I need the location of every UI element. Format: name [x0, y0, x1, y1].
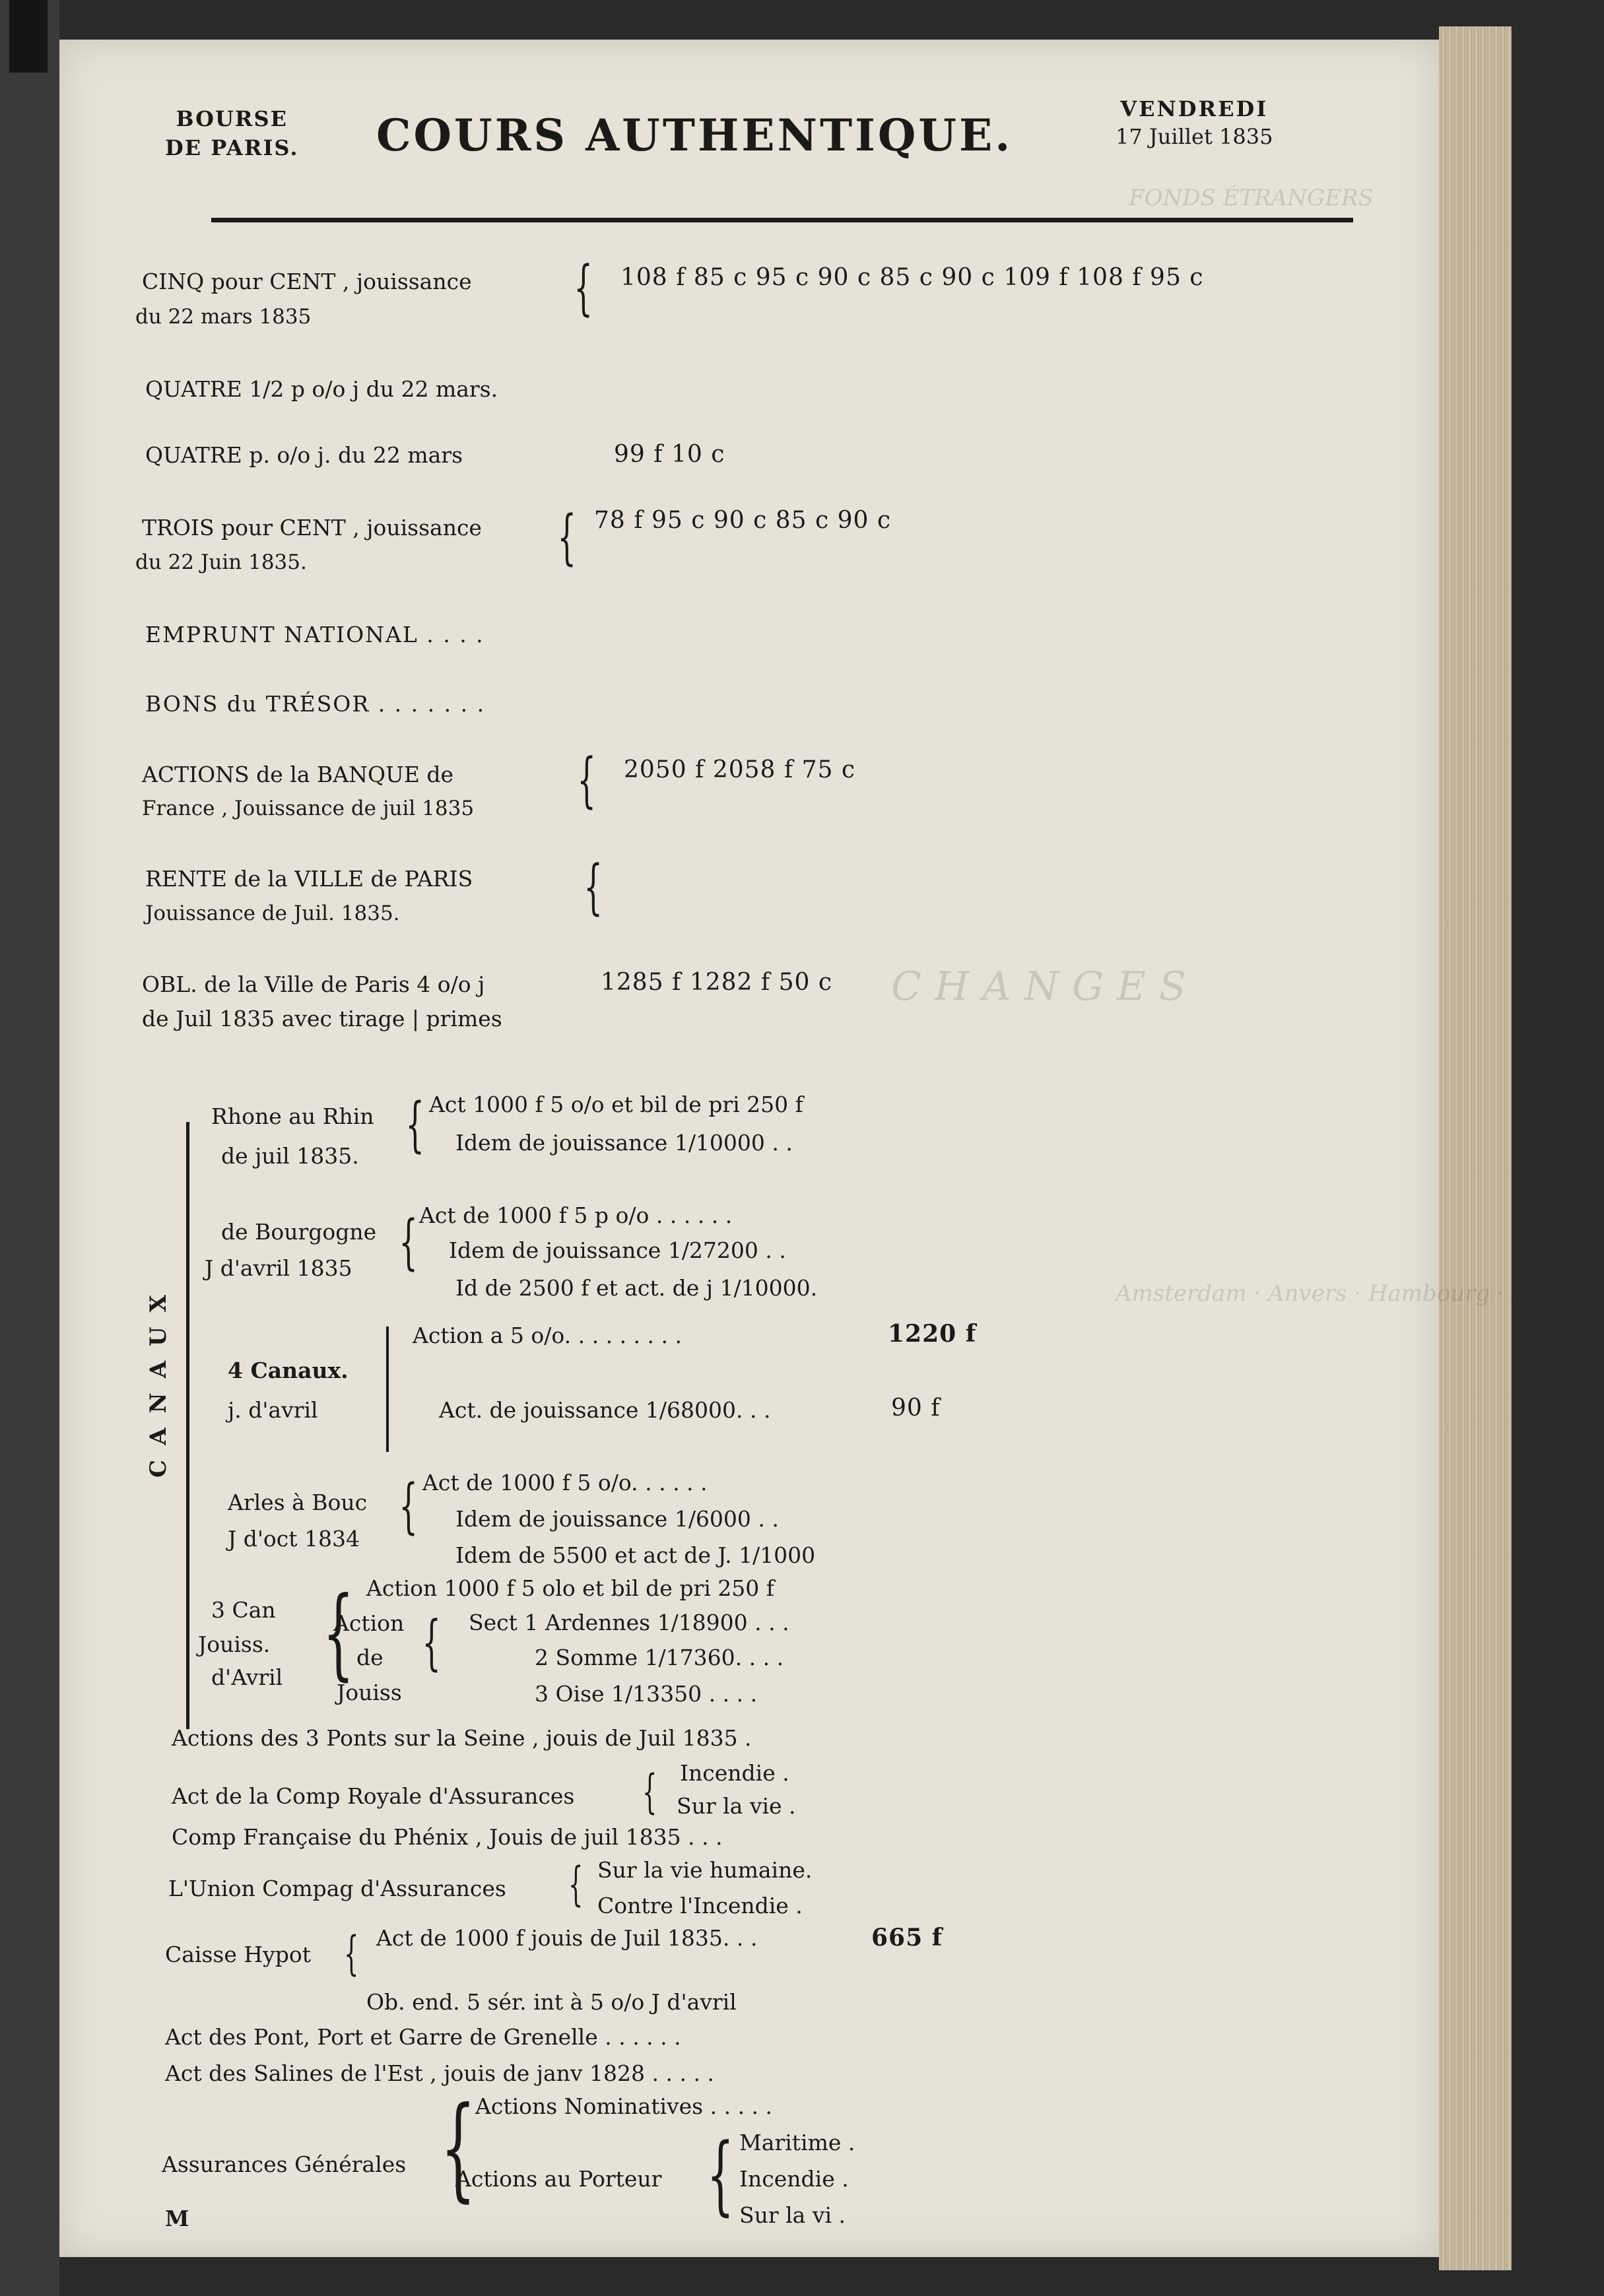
trois-canaux-line-3: 3 Oise 1/13350 . . . .	[535, 1681, 758, 1707]
brace: {	[440, 2083, 477, 2214]
union-label: L'Union Compag d'Assurances	[168, 1876, 506, 1901]
date: 17 Juillet 1835	[1116, 124, 1273, 149]
canaux-side-label: CANAUX	[145, 1280, 172, 1478]
masthead-left	[165, 104, 299, 162]
brace: {	[399, 1472, 418, 1541]
emprunt-national: EMPRUNT NATIONAL . . . .	[145, 622, 485, 647]
page-header	[99, 92, 1353, 211]
show-through-text: Amsterdam · Anvers · Hambourg · Londres	[1116, 1280, 1604, 1307]
caisse-hypot-label: Caisse Hypot	[165, 1942, 312, 1967]
quatre-canaux-bracket	[386, 1327, 389, 1452]
bons-du-tresor: BONS du TRÉSOR . . . . . . .	[145, 691, 486, 717]
caisse-hypot-line-2: Ob. end. 5 sér. int à 5 o/o J d'avril	[366, 1989, 737, 2015]
salines-est: Act des Salines de l'Est , jouis de janv 1828 . . . . .	[165, 2060, 714, 2086]
rhone-rhin-line-1: Act 1000 f 5 o/o et bil de pri 250 f	[429, 1092, 803, 1117]
scan-border-strip	[9, 0, 48, 73]
rhone-rhin-date: de juil 1835.	[221, 1143, 359, 1169]
obligations-paris-sub: de Juil 1835 avec tirage | primes	[142, 1006, 502, 1032]
brace: {	[642, 1765, 657, 1819]
cinq-pour-cent-quotes: 108 f 85 c 95 c 90 c 85 c 90 c 109 f 108 f 95 c	[620, 264, 1204, 291]
arles-bouc-line-2: Idem de jouissance 1/6000 . .	[455, 1506, 779, 1532]
bourgogne-date: J d'avril 1835	[205, 1255, 352, 1281]
trois-canaux-name: 3 Can	[211, 1597, 276, 1623]
assurances-generales-label: Assurances Générales	[162, 2151, 407, 2177]
comp-royale-label: Act de la Comp Royale d'Assurances	[172, 1783, 575, 1809]
trois-ponts-seine: Actions des 3 Ponts sur la Seine , jouis de Juil 1835 .	[172, 1725, 752, 1751]
brace: {	[574, 253, 593, 323]
masthead-bourse: BOURSE	[176, 106, 288, 131]
trois-canaux-date: d'Avril	[211, 1664, 283, 1690]
canaux-bracket	[186, 1122, 189, 1729]
comp-royale-vie: Sur la vie .	[677, 1793, 796, 1819]
union-incendie: Contre l'Incendie .	[597, 1893, 803, 1919]
brace: {	[344, 1926, 359, 1981]
quatre-canaux-line-1: Action a 5 o/o. . . . . . . . .	[413, 1323, 682, 1348]
arles-bouc-line-3: Idem de 5500 et act de J. 1/1000	[455, 1542, 816, 1568]
grenelle: Act des Pont, Port et Garre de Grenelle . . . . . .	[165, 2024, 681, 2050]
quatre-canaux-line-2: Act. de jouissance 1/68000. . .	[439, 1397, 771, 1423]
quatre-demi-label: QUATRE 1/2 p o/o j du 22 mars.	[145, 376, 498, 402]
quatre-canaux-name: 4 Canaux.	[228, 1358, 349, 1383]
rente-ville-paris-date: Jouissance de Juil. 1835.	[145, 902, 400, 925]
caisse-hypot-line-1: Act de 1000 f jouis de Juil 1835. . .	[376, 1925, 758, 1951]
quatre-canaux-date: j. d'avril	[228, 1397, 318, 1423]
brace: {	[405, 1090, 424, 1160]
brace: {	[399, 1208, 418, 1277]
bourgogne-line-3: Id de 2500 f et act. de j 1/10000.	[455, 1275, 818, 1301]
assurances-maritime: Maritime .	[739, 2130, 855, 2155]
obligations-paris-label: OBL. de la Ville de Paris 4 o/o j	[142, 971, 485, 997]
quatre-canaux-quote-1: 1220 f	[888, 1320, 977, 1348]
obligations-paris-quotes: 1285 f 1282 f 50 c	[601, 969, 833, 996]
cinq-pour-cent-label: CINQ pour CENT , jouissance	[142, 269, 472, 294]
bourgogne-line-2: Idem de jouissance 1/27200 . .	[449, 1237, 786, 1263]
brace: {	[577, 746, 596, 815]
assurances-incendie: Incendie .	[739, 2166, 849, 2192]
assurances-porteur: Actions au Porteur	[455, 2166, 662, 2192]
header-rule	[211, 218, 1353, 222]
trois-canaux-sub-1: Action	[333, 1610, 405, 1636]
trois-pour-cent-label: TROIS pour CENT , jouissance	[142, 515, 482, 541]
show-through-text: FONDS ÉTRANGERS	[1129, 185, 1374, 211]
trois-pour-cent-date: du 22 Juin 1835.	[135, 550, 307, 574]
rhone-rhin-name: Rhone au Rhin	[211, 1103, 374, 1129]
trois-canaux-line-1: Sect 1 Ardennes 1/18900 . . .	[469, 1610, 789, 1635]
brace: {	[584, 853, 603, 922]
bourgogne-line-1: Act de 1000 f 5 p o/o . . . . . .	[419, 1202, 733, 1228]
quatre-quotes: 99 f 10 c	[614, 441, 725, 468]
banque-label: ACTIONS de la BANQUE de	[142, 762, 454, 787]
trois-canaux-sub-3: Jouiss	[337, 1680, 402, 1705]
brace: {	[568, 1857, 584, 1911]
trois-canaux-line-2: 2 Somme 1/17360. . . .	[535, 1645, 784, 1670]
cinq-pour-cent-date: du 22 mars 1835	[135, 305, 312, 329]
union-vie: Sur la vie humaine.	[597, 1857, 813, 1883]
trois-canaux-jouiss: Jouiss.	[198, 1631, 271, 1657]
book-page-edges	[1439, 26, 1512, 2270]
trois-canaux-sub-2: de	[356, 1645, 384, 1670]
rente-ville-paris-label: RENTE de la VILLE de PARIS	[145, 866, 473, 892]
masthead-date	[1116, 95, 1273, 150]
rhone-rhin-line-2: Idem de jouissance 1/10000 . .	[455, 1130, 793, 1156]
arles-bouc-name: Arles à Bouc	[228, 1490, 368, 1515]
banque-quotes: 2050 f 2058 f 75 c	[624, 756, 856, 783]
brace: {	[706, 2124, 735, 2225]
trois-pour-cent-quotes: 78 f 95 c 90 c 85 c 90 c	[594, 507, 892, 534]
quatre-canaux-quote-2: 90 f	[891, 1394, 941, 1422]
comp-royale-incendie: Incendie .	[680, 1760, 789, 1786]
comp-phenix: Comp Française du Phénix , Jouis de juil 1835 . . .	[172, 1824, 723, 1850]
assurances-nominatives: Actions Nominatives . . . . .	[475, 2093, 773, 2119]
quatre-label: QUATRE p. o/o j. du 22 mars	[145, 442, 463, 468]
masthead-paris: DE PARIS.	[165, 135, 299, 160]
scan-border	[0, 0, 59, 2296]
arles-bouc-date: J d'oct 1834	[228, 1526, 360, 1552]
brace: {	[322, 1576, 354, 1691]
show-through-text: CHANGES	[891, 964, 1199, 1010]
banque-date: France , Jouissance de juil 1835	[142, 797, 475, 820]
brace: {	[557, 503, 576, 572]
brace: {	[422, 1608, 441, 1678]
footer-letter: M	[165, 2206, 189, 2231]
arles-bouc-line-1: Act de 1000 f 5 o/o. . . . . .	[422, 1470, 708, 1495]
trois-canaux-line-0: Action 1000 f 5 olo et bil de pri 250 f	[366, 1575, 774, 1601]
bourgogne-name: de Bourgogne	[221, 1219, 377, 1245]
weekday: VENDREDI	[1120, 96, 1269, 121]
caisse-hypot-quote: 665 f	[871, 1924, 943, 1952]
assurances-vie: Sur la vi .	[739, 2202, 846, 2228]
page-title: COURS AUTHENTIQUE.	[376, 110, 1013, 161]
